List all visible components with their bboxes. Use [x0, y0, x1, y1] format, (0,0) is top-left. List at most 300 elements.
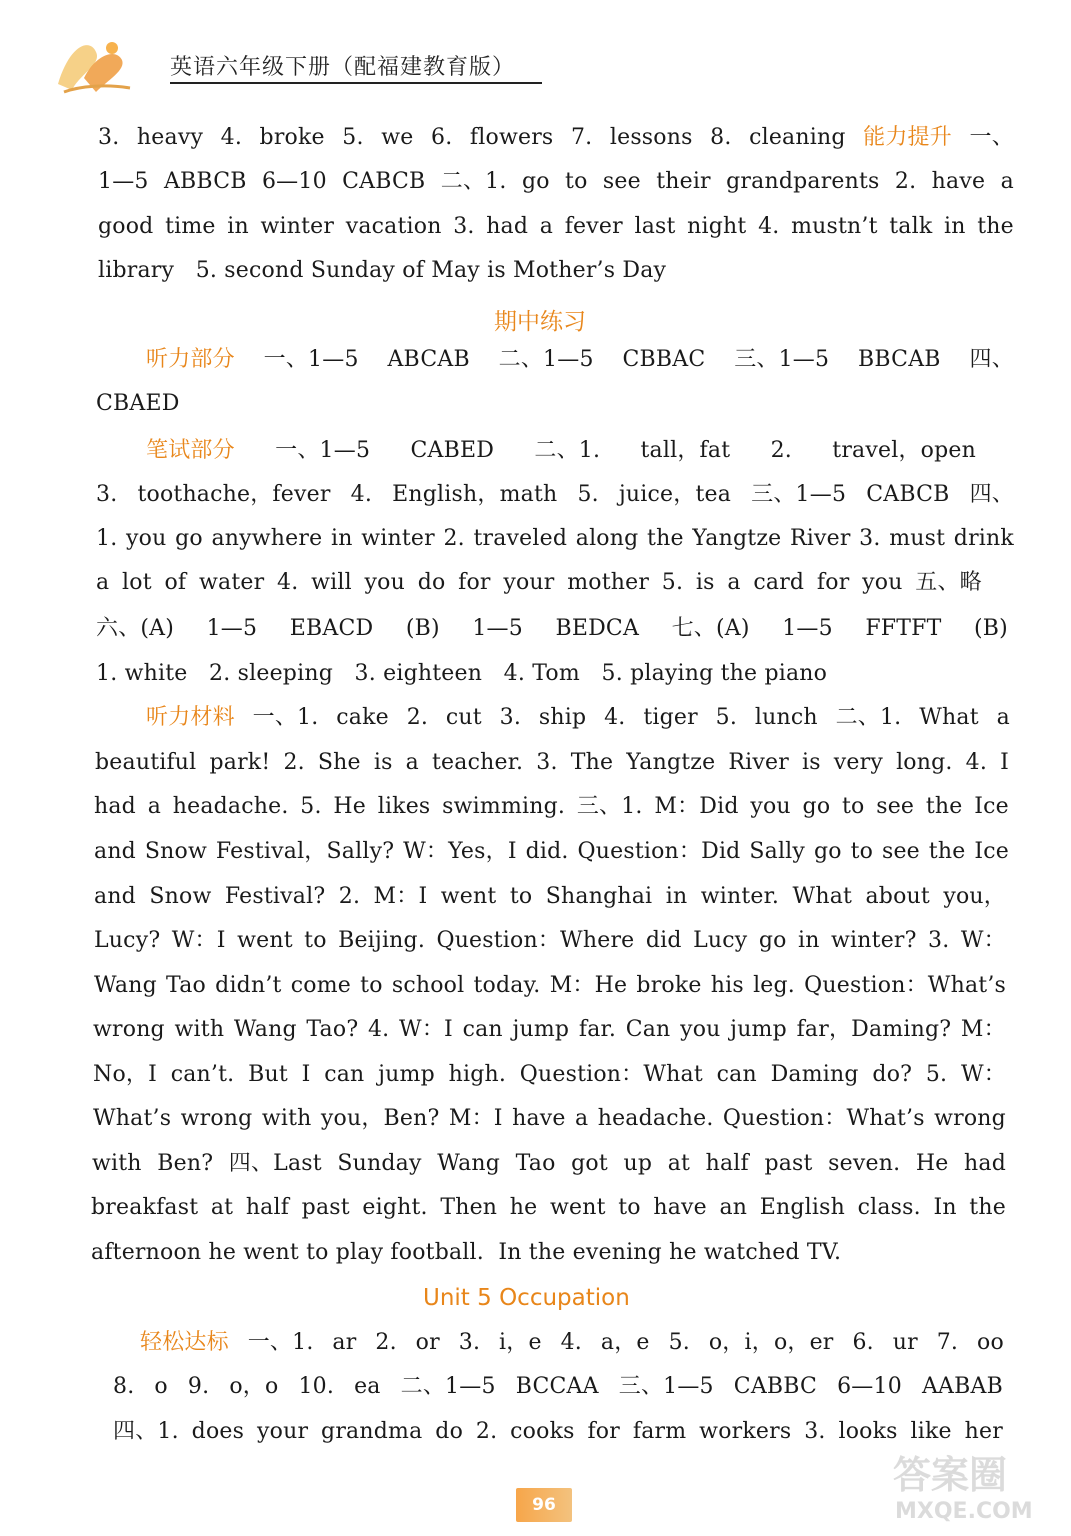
text-token: went	[237, 928, 293, 953]
text-token: tiger	[643, 705, 698, 730]
text-token: (B)	[974, 616, 1008, 641]
text-token: 一、1—5	[263, 347, 359, 372]
text-token: cleaning	[749, 125, 846, 150]
text-token: card	[753, 570, 805, 595]
text-token: 5.	[577, 482, 599, 507]
text-token: Question：Did	[577, 839, 741, 864]
text-token: 二、1.	[835, 705, 902, 730]
text-token: 3.	[96, 482, 118, 507]
text-token: can	[462, 1017, 503, 1042]
text-token: about	[865, 884, 930, 909]
text-token: BEDCA	[555, 616, 640, 641]
text-token: you	[126, 526, 167, 551]
text-token: 六、(A)	[96, 616, 175, 641]
text-token: English，math	[392, 482, 558, 507]
text-token: wrong	[93, 1017, 165, 1042]
text-token: Ben?	[157, 1151, 214, 1176]
header-title: 英语六年级下册（配福建教育版）	[170, 55, 516, 80]
text-token: 2.	[283, 750, 305, 775]
text-token: Sunday	[337, 1151, 422, 1176]
text-line	[96, 524, 1014, 554]
text-token: you	[364, 570, 405, 595]
text-line	[94, 971, 1006, 1001]
text-token: 一、	[969, 125, 1014, 150]
text-token: you，Ben?	[320, 1106, 440, 1131]
text-token: 3.	[458, 1330, 481, 1355]
text-token: FFTFT	[865, 616, 942, 641]
text-token: their	[656, 169, 711, 194]
text-token: English	[759, 1195, 845, 1220]
text-token: CABED	[410, 438, 495, 463]
text-line	[94, 926, 1006, 956]
text-token: didn’t	[215, 973, 282, 998]
text-token: winter	[260, 214, 335, 239]
text-token: to	[360, 973, 383, 998]
text-token: Beijing.	[338, 928, 426, 953]
text-token: Wang	[437, 1151, 501, 1176]
text-token: wrong	[180, 1106, 253, 1131]
text-token: ABBCB	[163, 169, 247, 194]
text-token: go	[802, 794, 831, 819]
text-token: your	[503, 570, 555, 595]
text-token: What	[919, 705, 979, 730]
text-token: night	[687, 214, 747, 239]
text-token: for	[458, 570, 491, 595]
section-label: 笔试部分	[146, 438, 235, 463]
text-token: have	[931, 169, 986, 194]
text-token: cooks	[510, 1419, 575, 1444]
text-token: we	[381, 125, 414, 150]
text-token: teacher.	[432, 750, 524, 775]
text-token: had	[486, 214, 529, 239]
text-token: 五、略	[915, 570, 982, 595]
text-token: up	[623, 1151, 653, 1176]
text-line	[96, 480, 1014, 510]
text-token: 5.	[715, 705, 738, 730]
text-token: 1—5	[206, 616, 258, 641]
text-token: at	[210, 1195, 234, 1220]
text-token: class.	[857, 1195, 921, 1220]
text-token: o	[154, 1374, 168, 1399]
text-token: in	[797, 928, 820, 953]
text-token: the	[925, 794, 963, 819]
text-token: school	[391, 973, 465, 998]
text-token: Snow	[149, 884, 212, 909]
text-token: Yangtze	[692, 526, 782, 551]
text-line	[113, 1372, 1003, 1402]
text-token: at	[667, 1151, 691, 1176]
text-token: can’t.	[170, 1062, 235, 1087]
text-token: River	[789, 526, 851, 551]
text-token: in	[227, 214, 249, 239]
text-token: 2.	[375, 1330, 397, 1355]
text-token: beautiful	[95, 750, 197, 775]
text-token: Daming	[770, 1062, 859, 1087]
text-token: a	[147, 794, 162, 819]
text-token: In	[933, 1195, 957, 1220]
text-token: anywhere	[211, 526, 323, 551]
text-token: flowers	[469, 125, 554, 150]
text-token: and	[94, 884, 136, 909]
text-token: past	[764, 1151, 813, 1176]
book-logo-icon	[50, 34, 140, 96]
text-line	[93, 1060, 1006, 1090]
text-segment: Unit 5 Occupation	[423, 1285, 630, 1311]
text-token: 二、1—5	[400, 1374, 496, 1399]
text-token: Shanghai	[545, 884, 653, 909]
text-token: the	[647, 526, 684, 551]
text-token: with	[174, 1017, 225, 1042]
text-line	[94, 792, 1009, 822]
text-token: Question：What’s	[722, 1106, 925, 1131]
text-token: W：I	[171, 928, 226, 953]
text-token: looks	[838, 1419, 898, 1444]
text-token: 4.	[350, 482, 373, 507]
text-token: is	[373, 750, 393, 775]
text-token: lot	[122, 570, 152, 595]
text-token: 1—5	[782, 616, 833, 641]
text-token: did	[645, 928, 682, 953]
page-number: 96	[516, 1488, 572, 1522]
text-token: W：I	[399, 1017, 453, 1042]
text-token: had	[964, 1151, 1006, 1176]
text-token: in	[944, 214, 966, 239]
text-token: jump	[730, 1017, 787, 1042]
text-token: EBACD	[289, 616, 374, 641]
text-token: went	[440, 884, 497, 909]
text-token: 二、1.	[440, 169, 507, 194]
text-token: Lucy?	[94, 928, 161, 953]
text-token: ABCAB	[387, 347, 470, 372]
text-token: 4.	[758, 214, 780, 239]
text-token: 4.	[560, 1330, 582, 1355]
text-token: Tao?	[306, 1017, 359, 1042]
text-token: seven.	[828, 1151, 901, 1176]
text-token: 6—10	[837, 1374, 902, 1399]
text-token: Tao	[515, 1151, 556, 1176]
text-token: an	[719, 1195, 748, 1220]
text-token: BBCAB	[858, 347, 941, 372]
text-token: the	[977, 214, 1014, 239]
text-token: a	[405, 750, 419, 775]
text-token: 8.	[710, 125, 732, 150]
text-token: What’s	[93, 1106, 172, 1131]
text-token: AABAB	[921, 1374, 1003, 1399]
section-label: 能力提升	[863, 125, 952, 150]
text-token: jump	[512, 1017, 570, 1042]
text-token: in	[665, 884, 688, 909]
text-token: winter?	[831, 928, 917, 953]
text-token: can	[716, 1062, 757, 1087]
text-token: 1—5	[98, 169, 149, 194]
text-line	[94, 837, 1009, 867]
text-token: Ice	[974, 794, 1009, 819]
text-token: mother	[567, 570, 650, 595]
text-token: the	[928, 839, 966, 864]
text-token: likes	[377, 794, 431, 819]
text-token: talk	[889, 214, 933, 239]
text-token: toothache，fever	[137, 482, 331, 507]
text-token: past	[301, 1195, 350, 1220]
text-token: M：Did	[654, 794, 739, 819]
text-token: 4.	[220, 125, 243, 150]
text-token: 2.	[475, 1419, 498, 1444]
text-token: time	[165, 214, 216, 239]
text-token: M：He	[549, 973, 628, 998]
text-token: headache.	[597, 1106, 714, 1131]
text-token: Question：What’s	[804, 973, 1006, 998]
text-token: 4.	[277, 570, 299, 595]
text-token: M：I	[448, 1106, 503, 1131]
text-token: will	[311, 570, 352, 595]
text-token: Wang	[233, 1017, 297, 1042]
text-token: No，I	[93, 1062, 157, 1087]
text-token: 5.	[342, 125, 364, 150]
text-token: 5.	[925, 1062, 948, 1087]
text-token: He	[915, 1151, 949, 1176]
text-line	[98, 212, 1014, 242]
text-token: 9.	[187, 1374, 210, 1399]
text-token: lessons	[609, 125, 693, 150]
text-token: a，e	[600, 1330, 650, 1355]
text-token: 3.	[453, 214, 475, 239]
text-token: winter	[361, 526, 435, 551]
text-token: breakfast	[91, 1195, 199, 1220]
text-token: the	[969, 1195, 1006, 1220]
text-token: far，Daming?	[796, 1017, 952, 1042]
text-token: like	[910, 1419, 952, 1444]
text-token: 1—5	[472, 616, 523, 641]
text-token: must	[889, 526, 946, 551]
text-token: vacation	[345, 214, 442, 239]
text-token: M：	[960, 1017, 1006, 1042]
text-token: you	[862, 570, 903, 595]
text-token: half	[245, 1195, 290, 1220]
text-token: I	[301, 1062, 311, 1087]
text-token: 4.	[965, 750, 988, 775]
text-token: 3.	[804, 1419, 826, 1444]
text-token: high.	[448, 1062, 507, 1087]
text-token: go	[175, 526, 203, 551]
text-token: 四、1.	[113, 1419, 179, 1444]
page-header	[40, 30, 560, 100]
text-token: 三、1.	[576, 794, 643, 819]
text-token: River	[728, 750, 789, 775]
text-token: of	[164, 570, 187, 595]
text-token: have	[512, 1106, 566, 1131]
text-token: eight.	[362, 1195, 428, 1220]
text-token: is	[802, 750, 821, 775]
text-line	[92, 1149, 1006, 1179]
text-token: 6.	[852, 1330, 874, 1355]
text-token: 2.	[338, 884, 361, 909]
text-token: tall，fat	[640, 438, 731, 463]
text-token: Question：Where	[436, 928, 635, 953]
text-token: 7.	[570, 125, 593, 150]
text-token: long.	[896, 750, 953, 775]
text-token: (B)	[405, 616, 440, 641]
text-token: to	[850, 839, 874, 864]
text-token: What	[792, 884, 853, 909]
text-token: your	[257, 1419, 309, 1444]
text-token: 6—10	[261, 169, 327, 194]
text-token: her	[964, 1419, 1003, 1444]
text-token: 三、1—5	[751, 482, 847, 507]
text-token: do	[417, 570, 446, 595]
text-token: 2.	[894, 169, 917, 194]
text-token: go	[758, 928, 787, 953]
text-token: juice，tea	[618, 482, 732, 507]
text-token: go	[521, 169, 550, 194]
text-token: Tao	[166, 973, 206, 998]
text-token: workers	[699, 1419, 792, 1444]
text-token: 四、	[969, 347, 1014, 372]
text-line	[96, 614, 1008, 644]
text-token: 四、Last	[228, 1151, 322, 1176]
text-token: 6.	[431, 125, 453, 150]
text-line	[95, 748, 1009, 778]
text-token: can	[324, 1062, 365, 1087]
text-token: got	[571, 1151, 608, 1176]
text-token: today.	[473, 973, 541, 998]
text-token: does	[191, 1419, 245, 1444]
text-token: 3.	[499, 705, 522, 730]
text-token: Yangtze	[626, 750, 716, 775]
text-token: a	[727, 570, 741, 595]
text-token: 8.	[113, 1374, 135, 1399]
text-token: do?	[872, 1062, 913, 1087]
text-token: ea	[354, 1374, 381, 1399]
text-token: 一、1.	[247, 1330, 314, 1355]
text-line	[146, 345, 1014, 375]
text-token: cake	[336, 705, 389, 730]
text-token: for	[587, 1419, 620, 1444]
text-token: Festival?	[224, 884, 326, 909]
section-title	[494, 303, 586, 336]
text-token: a	[96, 570, 110, 595]
text-token: Lucy	[693, 928, 748, 953]
text-token: travel，open	[832, 438, 976, 463]
text-token: o，o	[229, 1374, 279, 1399]
text-token: farm	[632, 1419, 687, 1444]
text-token: a	[575, 1106, 589, 1131]
text-segment: library 5. second Sunday of May is Mother’s Day	[98, 258, 667, 283]
text-token: 3.	[98, 125, 120, 150]
text-line	[93, 1015, 1006, 1045]
text-token: Can	[625, 1017, 671, 1042]
text-token: had	[94, 794, 136, 819]
text-token: BCCAA	[515, 1374, 599, 1399]
text-token: to	[565, 169, 588, 194]
text-token: with	[261, 1106, 312, 1131]
text-token: to	[841, 794, 865, 819]
text-line	[91, 1238, 842, 1268]
text-token: 2.	[406, 705, 429, 730]
text-segment: 期中练习	[494, 309, 586, 335]
text-token: very	[833, 750, 883, 775]
text-token: see	[881, 839, 920, 864]
text-token: 3.	[536, 750, 558, 775]
text-token: 3.	[859, 526, 881, 551]
text-line	[146, 436, 976, 466]
text-token: do	[435, 1419, 464, 1444]
text-token: i，e	[499, 1330, 542, 1355]
text-token: ur	[892, 1330, 918, 1355]
text-token: W：	[960, 1062, 1006, 1087]
text-token: you	[680, 1017, 721, 1042]
text-token: go	[813, 839, 842, 864]
text-token: The	[570, 750, 614, 775]
watermark-logo	[883, 1438, 1063, 1528]
text-line	[91, 1193, 1006, 1223]
text-token: 5.	[661, 570, 684, 595]
text-line	[93, 1104, 1006, 1134]
text-token: Ice	[974, 839, 1009, 864]
text-token: have	[653, 1195, 707, 1220]
text-line	[98, 256, 1014, 286]
text-token: did.	[525, 839, 569, 864]
text-token: But	[248, 1062, 288, 1087]
text-token: 七、(A)	[671, 616, 750, 641]
text-token: jump	[378, 1062, 435, 1087]
text-token: half	[705, 1151, 749, 1176]
text-line	[94, 882, 1006, 912]
text-token: he	[509, 1195, 538, 1220]
text-token: mustn’t	[791, 214, 878, 239]
text-token: 10.	[298, 1374, 335, 1399]
text-token: to	[618, 1195, 641, 1220]
text-line	[140, 1328, 1004, 1358]
text-token: Question：What	[519, 1062, 703, 1087]
section-title	[423, 1285, 630, 1311]
text-token: and	[94, 839, 136, 864]
text-token: 3.	[928, 928, 950, 953]
text-token: ar	[332, 1330, 357, 1355]
text-token: Wang	[94, 973, 157, 998]
text-token: or	[415, 1330, 440, 1355]
text-token: cut	[445, 705, 482, 730]
text-token: 三、1—5	[618, 1374, 714, 1399]
text-token: a	[539, 214, 554, 239]
text-token: see	[876, 794, 915, 819]
text-token: good	[98, 214, 154, 239]
text-token: for	[816, 570, 850, 595]
text-token: 四、	[969, 482, 1014, 507]
text-line	[113, 1417, 1003, 1447]
text-token: headache.	[172, 794, 289, 819]
text-token: to	[509, 884, 533, 909]
text-line	[96, 389, 296, 419]
section-label: 听力材料	[146, 705, 235, 730]
text-token: leg.	[753, 973, 795, 998]
text-line	[98, 167, 1014, 197]
text-token: 4.	[367, 1017, 390, 1042]
text-token: ship	[538, 705, 587, 730]
section-label: 轻松达标	[140, 1330, 229, 1355]
text-token: W：Yes，I	[403, 839, 517, 864]
text-token: see	[602, 169, 641, 194]
text-token: oo	[977, 1330, 1004, 1355]
text-token: She	[317, 750, 361, 775]
text-token: you	[750, 794, 791, 819]
text-token: you，	[943, 884, 1006, 909]
text-line	[146, 703, 1010, 733]
text-token: 5.	[300, 794, 322, 819]
text-token: W：	[960, 928, 1006, 953]
text-token: Festival，Sally?	[215, 839, 395, 864]
text-segment: 1. white 2. sleeping 3. eighteen 4. Tom 5. playing the piano	[96, 661, 828, 686]
text-token: 一、1.	[252, 705, 319, 730]
